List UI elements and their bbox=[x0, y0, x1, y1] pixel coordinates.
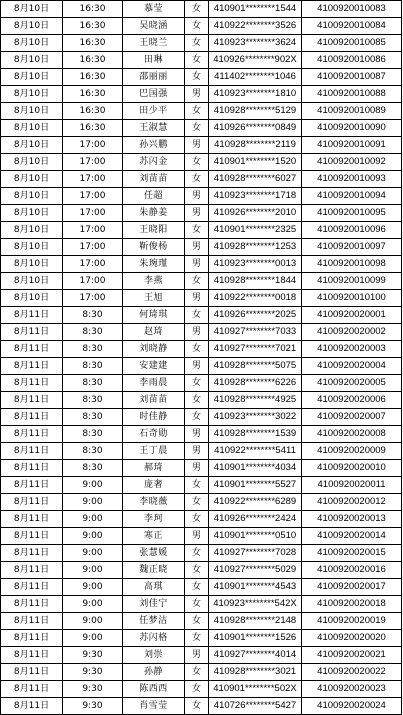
name-cell: 田琳 bbox=[123, 52, 185, 69]
date-cell: 8月11日 bbox=[1, 324, 63, 341]
time-cell: 8:30 bbox=[63, 358, 123, 375]
id-number-cell: 410928********5129 bbox=[209, 103, 302, 120]
date-cell: 8月11日 bbox=[1, 562, 63, 579]
time-cell: 9:00 bbox=[63, 630, 123, 647]
table-row bbox=[1, 494, 402, 511]
id-number-cell: 410901********1520 bbox=[209, 154, 302, 171]
exam-number-cell: 4100920020003 bbox=[302, 341, 402, 358]
date-cell: 8月10日 bbox=[1, 103, 63, 120]
id-number-cell: 410927********7033 bbox=[209, 324, 302, 341]
gender-cell: 女 bbox=[185, 545, 209, 562]
id-number-cell: 410923********3624 bbox=[209, 35, 302, 52]
gender-cell: 男 bbox=[185, 256, 209, 273]
exam-number-cell: 4100920010090 bbox=[302, 120, 402, 137]
name-cell: 寒正 bbox=[123, 528, 185, 545]
table-row bbox=[1, 562, 402, 579]
name-cell: 时佳静 bbox=[123, 409, 185, 426]
time-cell: 9:00 bbox=[63, 477, 123, 494]
date-cell: 8月11日 bbox=[1, 358, 63, 375]
table-row bbox=[1, 375, 402, 392]
exam-number-cell: 4100920010092 bbox=[302, 154, 402, 171]
gender-cell: 女 bbox=[185, 613, 209, 630]
gender-cell: 女 bbox=[185, 579, 209, 596]
table-row bbox=[1, 137, 402, 154]
gender-cell: 女 bbox=[185, 596, 209, 613]
time-cell: 17:00 bbox=[63, 239, 123, 256]
time-cell: 9:00 bbox=[63, 613, 123, 630]
gender-cell: 女 bbox=[185, 664, 209, 681]
exam-number-cell: 4100920010089 bbox=[302, 103, 402, 120]
gender-cell: 男 bbox=[185, 528, 209, 545]
name-cell: 孙静 bbox=[123, 664, 185, 681]
time-cell: 16:30 bbox=[63, 103, 123, 120]
exam-number-cell: 4100920010091 bbox=[302, 137, 402, 154]
gender-cell: 女 bbox=[185, 494, 209, 511]
exam-number-cell: 4100920020017 bbox=[302, 579, 402, 596]
id-number-cell: 410901********1526 bbox=[209, 630, 302, 647]
name-cell: 李晓薇 bbox=[123, 494, 185, 511]
exam-number-cell: 4100920020020 bbox=[302, 630, 402, 647]
time-cell: 8:30 bbox=[63, 460, 123, 477]
gender-cell: 男 bbox=[185, 324, 209, 341]
gender-cell: 女 bbox=[185, 103, 209, 120]
time-cell: 16:30 bbox=[63, 120, 123, 137]
gender-cell: 女 bbox=[185, 18, 209, 35]
name-cell: 巴国强 bbox=[123, 86, 185, 103]
gender-cell: 男 bbox=[185, 426, 209, 443]
name-cell: 李燕 bbox=[123, 273, 185, 290]
exam-number-cell: 4100920020007 bbox=[302, 409, 402, 426]
id-number-cell: 410923********542X bbox=[209, 596, 302, 613]
date-cell: 8月10日 bbox=[1, 86, 63, 103]
date-cell: 8月10日 bbox=[1, 188, 63, 205]
table-row bbox=[1, 69, 402, 86]
table-row bbox=[1, 630, 402, 647]
table-row bbox=[1, 477, 402, 494]
table-row bbox=[1, 1, 402, 18]
time-cell: 8:30 bbox=[63, 409, 123, 426]
date-cell: 8月11日 bbox=[1, 681, 63, 698]
exam-number-cell: 4100920020015 bbox=[302, 545, 402, 562]
name-cell: 肖雪莹 bbox=[123, 698, 185, 715]
gender-cell: 女 bbox=[185, 375, 209, 392]
name-cell: 石奇勋 bbox=[123, 426, 185, 443]
exam-number-cell: 4100920020019 bbox=[302, 613, 402, 630]
date-cell: 8月11日 bbox=[1, 443, 63, 460]
time-cell: 9:00 bbox=[63, 579, 123, 596]
date-cell: 8月11日 bbox=[1, 545, 63, 562]
gender-cell: 女 bbox=[185, 511, 209, 528]
gender-cell: 女 bbox=[185, 222, 209, 239]
exam-number-cell: 4100920020006 bbox=[302, 392, 402, 409]
time-cell: 16:30 bbox=[63, 86, 123, 103]
name-cell: 刘苗苗 bbox=[123, 171, 185, 188]
date-cell: 8月11日 bbox=[1, 579, 63, 596]
exam-number-cell: 4100920020005 bbox=[302, 375, 402, 392]
name-cell: 任超 bbox=[123, 188, 185, 205]
id-number-cell: 410928********5075 bbox=[209, 358, 302, 375]
id-number-cell: 410923********1810 bbox=[209, 86, 302, 103]
id-number-cell: 410928********6226 bbox=[209, 375, 302, 392]
time-cell: 17:00 bbox=[63, 137, 123, 154]
date-cell: 8月10日 bbox=[1, 171, 63, 188]
id-number-cell: 410901********1544 bbox=[209, 1, 302, 18]
name-cell: 刘晓静 bbox=[123, 341, 185, 358]
id-number-cell: 410922********3526 bbox=[209, 18, 302, 35]
gender-cell: 男 bbox=[185, 205, 209, 222]
table-row bbox=[1, 307, 402, 324]
time-cell: 16:30 bbox=[63, 35, 123, 52]
gender-cell: 女 bbox=[185, 562, 209, 579]
gender-cell: 女 bbox=[185, 392, 209, 409]
id-number-cell: 410923********3022 bbox=[209, 409, 302, 426]
table-row bbox=[1, 460, 402, 477]
id-number-cell: 410928********2148 bbox=[209, 613, 302, 630]
name-cell: 邵丽丽 bbox=[123, 69, 185, 86]
id-number-cell: 410926********2424 bbox=[209, 511, 302, 528]
table-row bbox=[1, 409, 402, 426]
time-cell: 9:00 bbox=[63, 545, 123, 562]
gender-cell: 女 bbox=[185, 120, 209, 137]
exam-number-cell: 4100920020022 bbox=[302, 664, 402, 681]
gender-cell: 女 bbox=[185, 69, 209, 86]
table-row bbox=[1, 35, 402, 52]
table-row bbox=[1, 256, 402, 273]
id-number-cell: 410922********5411 bbox=[209, 443, 302, 460]
date-cell: 8月11日 bbox=[1, 392, 63, 409]
table-row bbox=[1, 239, 402, 256]
schedule-table-body bbox=[1, 1, 402, 715]
gender-cell: 女 bbox=[185, 1, 209, 18]
exam-number-cell: 4100920020009 bbox=[302, 443, 402, 460]
time-cell: 17:00 bbox=[63, 171, 123, 188]
time-cell: 17:00 bbox=[63, 205, 123, 222]
exam-number-cell: 4100920010084 bbox=[302, 18, 402, 35]
exam-number-cell: 4100920020008 bbox=[302, 426, 402, 443]
date-cell: 8月11日 bbox=[1, 460, 63, 477]
table-row bbox=[1, 358, 402, 375]
gender-cell: 女 bbox=[185, 52, 209, 69]
time-cell: 9:30 bbox=[63, 681, 123, 698]
table-row bbox=[1, 528, 402, 545]
date-cell: 8月11日 bbox=[1, 698, 63, 715]
gender-cell: 女 bbox=[185, 35, 209, 52]
exam-number-cell: 4100920020018 bbox=[302, 596, 402, 613]
id-number-cell: 410926********2025 bbox=[209, 307, 302, 324]
name-cell: 刘苗苗 bbox=[123, 392, 185, 409]
id-number-cell: 410726********5427 bbox=[209, 698, 302, 715]
exam-number-cell: 4100920010095 bbox=[302, 205, 402, 222]
table-row bbox=[1, 205, 402, 222]
exam-number-cell: 4100920010086 bbox=[302, 52, 402, 69]
exam-number-cell: 4100920010097 bbox=[302, 239, 402, 256]
exam-number-cell: 4100920020012 bbox=[302, 494, 402, 511]
exam-number-cell: 4100920020001 bbox=[302, 307, 402, 324]
date-cell: 8月11日 bbox=[1, 630, 63, 647]
gender-cell: 女 bbox=[185, 681, 209, 698]
id-number-cell: 410901********5527 bbox=[209, 477, 302, 494]
exam-number-cell: 4100920010083 bbox=[302, 1, 402, 18]
date-cell: 8月11日 bbox=[1, 494, 63, 511]
id-number-cell: 410928********3021 bbox=[209, 664, 302, 681]
gender-cell: 男 bbox=[185, 188, 209, 205]
time-cell: 9:30 bbox=[63, 647, 123, 664]
table-row bbox=[1, 86, 402, 103]
time-cell: 9:30 bbox=[63, 664, 123, 681]
table-row bbox=[1, 596, 402, 613]
name-cell: 何琦琪 bbox=[123, 307, 185, 324]
table-row bbox=[1, 273, 402, 290]
date-cell: 8月10日 bbox=[1, 18, 63, 35]
id-number-cell: 410928********1844 bbox=[209, 273, 302, 290]
id-number-cell: 410928********1539 bbox=[209, 426, 302, 443]
exam-number-cell: 4100920020023 bbox=[302, 681, 402, 698]
exam-number-cell: 4100920010093 bbox=[302, 171, 402, 188]
name-cell: 张慧媛 bbox=[123, 545, 185, 562]
date-cell: 8月10日 bbox=[1, 1, 63, 18]
date-cell: 8月11日 bbox=[1, 409, 63, 426]
name-cell: 王晓阳 bbox=[123, 222, 185, 239]
name-cell: 刘崇 bbox=[123, 647, 185, 664]
date-cell: 8月10日 bbox=[1, 154, 63, 171]
time-cell: 9:00 bbox=[63, 511, 123, 528]
exam-number-cell: 4100920010088 bbox=[302, 86, 402, 103]
exam-number-cell: 4100920020002 bbox=[302, 324, 402, 341]
id-number-cell: 410927********5029 bbox=[209, 562, 302, 579]
date-cell: 8月11日 bbox=[1, 647, 63, 664]
name-cell: 魏正晓 bbox=[123, 562, 185, 579]
table-row bbox=[1, 681, 402, 698]
gender-cell: 女 bbox=[185, 698, 209, 715]
exam-number-cell: 4100920020011 bbox=[302, 477, 402, 494]
name-cell: 慕莹 bbox=[123, 1, 185, 18]
name-cell: 王旭 bbox=[123, 290, 185, 307]
time-cell: 16:30 bbox=[63, 52, 123, 69]
gender-cell: 女 bbox=[185, 273, 209, 290]
gender-cell: 男 bbox=[185, 460, 209, 477]
name-cell: 朱琬瑾 bbox=[123, 256, 185, 273]
date-cell: 8月11日 bbox=[1, 477, 63, 494]
date-cell: 8月11日 bbox=[1, 528, 63, 545]
exam-number-cell: 4100920010094 bbox=[302, 188, 402, 205]
gender-cell: 男 bbox=[185, 443, 209, 460]
table-row bbox=[1, 103, 402, 120]
id-number-cell: 410922********6289 bbox=[209, 494, 302, 511]
table-row bbox=[1, 120, 402, 137]
name-cell: 李雨晨 bbox=[123, 375, 185, 392]
id-number-cell: 410901********2325 bbox=[209, 222, 302, 239]
name-cell: 王丁晨 bbox=[123, 443, 185, 460]
date-cell: 8月11日 bbox=[1, 664, 63, 681]
id-number-cell: 410927********4014 bbox=[209, 647, 302, 664]
gender-cell: 女 bbox=[185, 341, 209, 358]
id-number-cell: 410926********902X bbox=[209, 52, 302, 69]
name-cell: 任梦洁 bbox=[123, 613, 185, 630]
gender-cell: 女 bbox=[185, 171, 209, 188]
gender-cell: 女 bbox=[185, 630, 209, 647]
exam-number-cell: 4100920020004 bbox=[302, 358, 402, 375]
name-cell: 田少平 bbox=[123, 103, 185, 120]
id-number-cell: 410923********1718 bbox=[209, 188, 302, 205]
time-cell: 9:30 bbox=[63, 698, 123, 715]
table-row bbox=[1, 426, 402, 443]
time-cell: 9:00 bbox=[63, 562, 123, 579]
id-number-cell: 410901********502X bbox=[209, 681, 302, 698]
table-row bbox=[1, 154, 402, 171]
table-row bbox=[1, 392, 402, 409]
date-cell: 8月11日 bbox=[1, 426, 63, 443]
time-cell: 16:30 bbox=[63, 69, 123, 86]
date-cell: 8月11日 bbox=[1, 511, 63, 528]
id-number-cell: 410927********7021 bbox=[209, 341, 302, 358]
time-cell: 17:00 bbox=[63, 273, 123, 290]
name-cell: 王晓兰 bbox=[123, 35, 185, 52]
table-row bbox=[1, 324, 402, 341]
exam-number-cell: 4100920020010 bbox=[302, 460, 402, 477]
date-cell: 8月11日 bbox=[1, 613, 63, 630]
id-number-cell: 410922********0018 bbox=[209, 290, 302, 307]
id-number-cell: 410928********2119 bbox=[209, 137, 302, 154]
time-cell: 9:00 bbox=[63, 494, 123, 511]
table-row bbox=[1, 443, 402, 460]
table-row bbox=[1, 222, 402, 239]
date-cell: 8月10日 bbox=[1, 120, 63, 137]
date-cell: 8月10日 bbox=[1, 205, 63, 222]
time-cell: 17:00 bbox=[63, 222, 123, 239]
time-cell: 16:30 bbox=[63, 1, 123, 18]
name-cell: 吴晓涵 bbox=[123, 18, 185, 35]
name-cell: 赵琦 bbox=[123, 324, 185, 341]
date-cell: 8月10日 bbox=[1, 69, 63, 86]
exam-number-cell: 4100920010096 bbox=[302, 222, 402, 239]
date-cell: 8月10日 bbox=[1, 35, 63, 52]
exam-number-cell: 4100920010098 bbox=[302, 256, 402, 273]
id-number-cell: 410928********4925 bbox=[209, 392, 302, 409]
table-row bbox=[1, 698, 402, 715]
date-cell: 8月11日 bbox=[1, 307, 63, 324]
id-number-cell: 410923********0013 bbox=[209, 256, 302, 273]
table-row bbox=[1, 664, 402, 681]
name-cell: 郝琦 bbox=[123, 460, 185, 477]
id-number-cell: 410926********0849 bbox=[209, 120, 302, 137]
gender-cell: 男 bbox=[185, 86, 209, 103]
name-cell: 孙兴鹏 bbox=[123, 137, 185, 154]
date-cell: 8月10日 bbox=[1, 52, 63, 69]
name-cell: 李珂 bbox=[123, 511, 185, 528]
time-cell: 16:30 bbox=[63, 18, 123, 35]
id-number-cell: 410901********0510 bbox=[209, 528, 302, 545]
gender-cell: 男 bbox=[185, 290, 209, 307]
name-cell: 刘佳宁 bbox=[123, 596, 185, 613]
date-cell: 8月10日 bbox=[1, 137, 63, 154]
exam-number-cell: 4100920020013 bbox=[302, 511, 402, 528]
table-row bbox=[1, 341, 402, 358]
time-cell: 8:30 bbox=[63, 324, 123, 341]
id-number-cell: 410926********2010 bbox=[209, 205, 302, 222]
id-number-cell: 410928********1253 bbox=[209, 239, 302, 256]
time-cell: 17:00 bbox=[63, 188, 123, 205]
time-cell: 17:00 bbox=[63, 154, 123, 171]
gender-cell: 男 bbox=[185, 358, 209, 375]
name-cell: 陈西西 bbox=[123, 681, 185, 698]
gender-cell: 女 bbox=[185, 477, 209, 494]
exam-number-cell: 4100920020024 bbox=[302, 698, 402, 715]
table-row bbox=[1, 290, 402, 307]
exam-number-cell: 4100920020021 bbox=[302, 647, 402, 664]
id-number-cell: 410927********7028 bbox=[209, 545, 302, 562]
exam-number-cell: 4100920010099 bbox=[302, 273, 402, 290]
date-cell: 8月11日 bbox=[1, 375, 63, 392]
exam-number-cell: 4100920010087 bbox=[302, 69, 402, 86]
table-row bbox=[1, 171, 402, 188]
date-cell: 8月10日 bbox=[1, 256, 63, 273]
gender-cell: 男 bbox=[185, 647, 209, 664]
gender-cell: 男 bbox=[185, 239, 209, 256]
gender-cell: 女 bbox=[185, 307, 209, 324]
gender-cell: 女 bbox=[185, 409, 209, 426]
id-number-cell: 411402********1046 bbox=[209, 69, 302, 86]
exam-number-cell: 4100920020016 bbox=[302, 562, 402, 579]
date-cell: 8月10日 bbox=[1, 290, 63, 307]
exam-number-cell: 4100920010085 bbox=[302, 35, 402, 52]
table-row bbox=[1, 18, 402, 35]
time-cell: 17:00 bbox=[63, 256, 123, 273]
name-cell: 朱静姜 bbox=[123, 205, 185, 222]
time-cell: 8:30 bbox=[63, 392, 123, 409]
gender-cell: 男 bbox=[185, 137, 209, 154]
time-cell: 9:00 bbox=[63, 596, 123, 613]
name-cell: 高琪 bbox=[123, 579, 185, 596]
name-cell: 苏闪金 bbox=[123, 154, 185, 171]
id-number-cell: 410928********6027 bbox=[209, 171, 302, 188]
date-cell: 8月10日 bbox=[1, 239, 63, 256]
table-row bbox=[1, 52, 402, 69]
date-cell: 8月10日 bbox=[1, 222, 63, 239]
date-cell: 8月11日 bbox=[1, 341, 63, 358]
table-row bbox=[1, 511, 402, 528]
name-cell: 靳俊杨 bbox=[123, 239, 185, 256]
time-cell: 17:00 bbox=[63, 290, 123, 307]
time-cell: 8:30 bbox=[63, 375, 123, 392]
name-cell: 苏闪格 bbox=[123, 630, 185, 647]
gender-cell: 女 bbox=[185, 154, 209, 171]
table-row bbox=[1, 647, 402, 664]
name-cell: 庞奢 bbox=[123, 477, 185, 494]
table-row bbox=[1, 545, 402, 562]
time-cell: 8:30 bbox=[63, 443, 123, 460]
date-cell: 8月10日 bbox=[1, 273, 63, 290]
time-cell: 8:30 bbox=[63, 341, 123, 358]
table-row bbox=[1, 579, 402, 596]
id-number-cell: 410901********4543 bbox=[209, 579, 302, 596]
time-cell: 8:30 bbox=[63, 307, 123, 324]
exam-number-cell: 4100920010100 bbox=[302, 290, 402, 307]
date-cell: 8月11日 bbox=[1, 596, 63, 613]
exam-number-cell: 4100920020014 bbox=[302, 528, 402, 545]
time-cell: 9:00 bbox=[63, 528, 123, 545]
name-cell: 安建建 bbox=[123, 358, 185, 375]
table-row bbox=[1, 613, 402, 630]
table-row bbox=[1, 188, 402, 205]
name-cell: 王淑慧 bbox=[123, 120, 185, 137]
id-number-cell: 410901********4034 bbox=[209, 460, 302, 477]
time-cell: 8:30 bbox=[63, 426, 123, 443]
